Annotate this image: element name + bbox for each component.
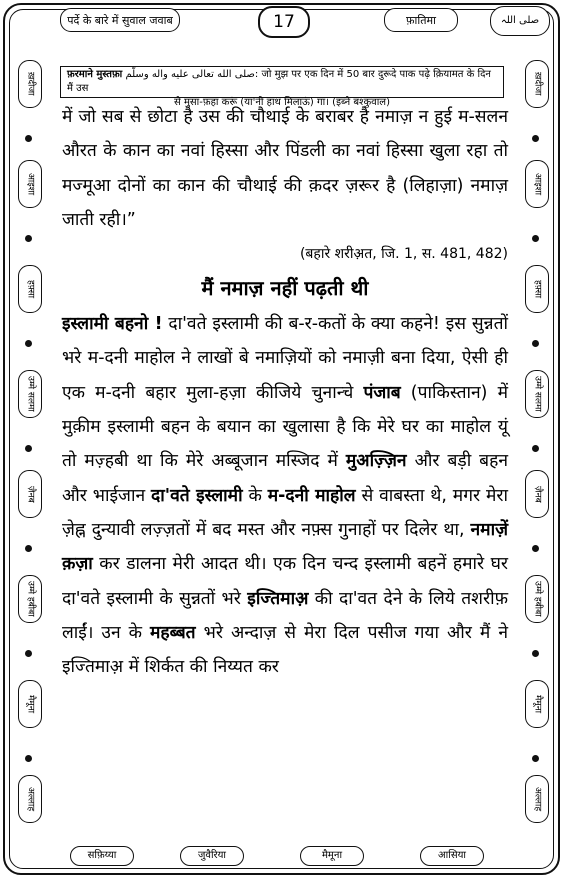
story-paragraph (62, 307, 508, 684)
story-opening: इस्लामी बहनो ! (62, 314, 163, 335)
left-border-cartouche: मैमूना (18, 680, 42, 728)
story-text: से वाबस्ता थे, मगर मेरा ज़ेह्न दुन्यावी लज़्ज़तों में बद मस्त और नफ़्स गुनाहों पर दिलेर था, (62, 485, 509, 540)
story-bold: पंजाब (363, 382, 401, 403)
story-bold: इज्तिमाअ़ (247, 588, 309, 609)
story-text: भरे अन्दाज़ से मेरा दिल पसीज गया और मैं ने इज्तिमाअ़ में शिर्कत की निय्यत कर (62, 622, 508, 678)
border-dot (25, 135, 32, 142)
story-text: के (242, 485, 268, 506)
right-border-cartouche: उम्मे हबीबा (525, 575, 549, 623)
border-dot (25, 755, 32, 762)
border-dot (532, 340, 539, 347)
border-dot (532, 755, 539, 762)
border-dot (532, 445, 539, 452)
citation: (बहारे शरीअ़त, जि. 1, स. 481, 482) (299, 246, 508, 263)
story-text: कर डालना मेरी आदत थी। एक दिन चन्द इस्लामी बहनें हमारे घर दा'वते इस्लामी के सुन्नतों भरे (62, 554, 508, 609)
main-text (62, 100, 508, 684)
border-dot (532, 545, 539, 552)
page-number: 17 (258, 6, 310, 38)
hadith-label: फ़रमाने मुस्तफ़ा (67, 69, 123, 80)
border-dot (532, 650, 539, 657)
left-border-cartouche: आइशा (18, 160, 42, 208)
border-dot (532, 135, 539, 142)
right-border-cartouche: ज़ैनब (525, 470, 549, 518)
story-bold: म-दनी माहोल (267, 485, 356, 506)
left-border-cartouche: उम्मे हबीबा (18, 575, 42, 623)
story-text: की दा'वत देने के लिये तशरीफ़ लाईं। उन के (62, 588, 508, 643)
footer-tab: मैमूना (300, 846, 364, 866)
left-border-cartouche: उम्मे सलमा (18, 370, 42, 418)
corner-seal-label: صلی اللہ (500, 15, 540, 26)
left-border-cartouche: हफ़्सा (18, 265, 42, 313)
book-title: पर्दे के बारे में सुवाल जवाब (67, 13, 173, 27)
corner-seal (490, 6, 550, 36)
footer-tab: आसिया (420, 846, 484, 866)
left-border-cartouche: अल्लाह (18, 775, 42, 823)
footer-tab: सफ़िय्या (70, 846, 134, 866)
border-dot (532, 235, 539, 242)
right-tab-label: फ़ातिमा (406, 13, 436, 27)
story-text: और बड़ी बहन और भाईजान (62, 451, 508, 506)
paragraph-1: में जो सब से छोटा है उस की चौथाई के बराबर है नमाज़ न हुई म-सलन औरत के कान का नवां हिस्सा और पिंडली का नवां हिस्सा खुला रहा तो मज्मूआ दोनों का कान की चौथाई की क़दर ज़रूर है (लिहाज़ा) नमाज़ जाती रही।” (62, 107, 508, 230)
story-bold: महब्बत (149, 622, 196, 643)
border-dot (25, 545, 32, 552)
section-heading: मैं नमाज़ नहीं पढ़ती थी (201, 276, 369, 301)
left-border-cartouche: ज़ैनब (18, 470, 42, 518)
right-border-cartouche: मैमूना (525, 680, 549, 728)
story-bold: नमाज़ें क़ज़ा (62, 519, 508, 575)
border-dot (25, 650, 32, 657)
right-border-cartouche: आइशा (525, 160, 549, 208)
story-text: (पाकिस्तान) में मुक़ीम इस्लामी बहन के बयान का खुलासा है कि मेरे घर का माहोल यूं तो मज़्हबी था कि मेरे अब्बूजान मस्जिद में (62, 382, 508, 472)
right-name-tab (384, 8, 458, 32)
border-dot (25, 340, 32, 347)
right-border-cartouche: ख़दीजा (525, 60, 549, 108)
hadith-line1: : जो मुझ पर एक दिन में 50 बार दुरूदे पाक पढ़े क़ियामत के दिन मैं उस (67, 69, 491, 94)
footer-tab: जुवैरिया (180, 846, 244, 866)
hadith-arabic: صلى الله تعالى عليه واله وسلّم (125, 69, 255, 80)
border-dot (25, 235, 32, 242)
hadith-line2: से मुसा-फ़हा करूं (या'नी हाथ मिलाऊं) गा। (इब्ने बश्कुवाल) (174, 97, 390, 108)
right-border-cartouche: हफ़्सा (525, 265, 549, 313)
hadith-box (60, 66, 504, 108)
story-bold: मुअज़्ज़िन (345, 451, 407, 472)
story-text: दा'वते इस्लामी की ब-र-कतों के क्या कहने! इस सुन्नतों भरे म-दनी माहोल ने लाखों बे नमाज़ियों को नमाज़ी बना दिया, ऐसी ही एक म-दनी बहार मुला-हज़ा कीजिये चुनान्चे (62, 314, 508, 403)
right-border-cartouche: अल्लाह (525, 775, 549, 823)
story-bold: दा'वते इस्लामी (151, 485, 243, 506)
left-border-cartouche: ख़दीजा (18, 60, 42, 108)
right-border-cartouche: उम्मे सलमा (525, 370, 549, 418)
book-title-tab (60, 8, 180, 32)
border-dot (25, 445, 32, 452)
